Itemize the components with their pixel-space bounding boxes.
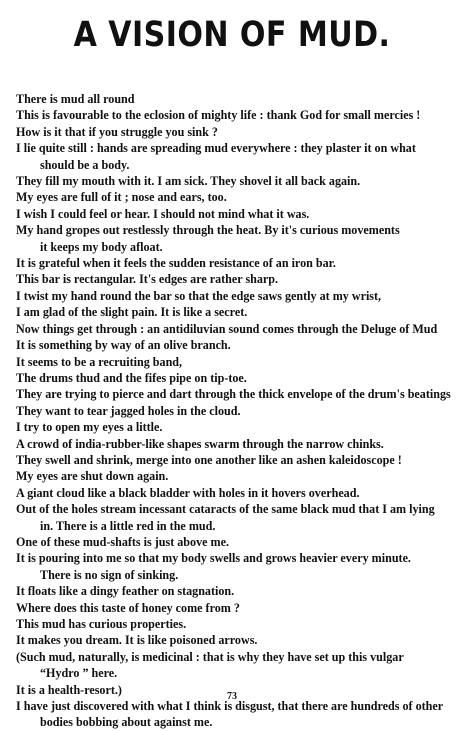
- text-line: This is favourable to the eclosion of mighty life : thank God for small mercies !: [16, 108, 421, 123]
- text-line: This mud has curious properties.: [16, 617, 187, 631]
- text-line: It is grateful when it feels the sudden resistance of an iron bar.: [16, 256, 336, 271]
- text-line: I twist my hand round the bar so that the edge saws gently at my wrist,: [16, 288, 382, 303]
- text-line: bodies bobbing about against me.: [40, 715, 213, 730]
- text-line: Now things get through : an antidiluvian sound comes through the Deluge of Mud: [16, 321, 438, 336]
- text-line: I lie quite still : hands are spreading mud everywhere : they plaster it on what: [16, 141, 416, 156]
- text-line: in. There is a little red in the mud.: [40, 518, 216, 533]
- text-line: “Hydro ” here.: [40, 666, 118, 681]
- text-line: I am glad of the slight pain. It is like a secret.: [16, 305, 248, 320]
- text-line: It seems to be a recruiting band,: [16, 354, 183, 369]
- text-line: One of these mud-shafts is just above me.: [16, 534, 229, 549]
- text-line: They want to tear jagged holes in the cloud.: [16, 403, 241, 418]
- text-line: It floats like a dingy feather on stagnation.: [16, 584, 235, 599]
- text-line: This bar is rectangular. It's edges are rather sharp.: [16, 272, 279, 287]
- text-line: My eyes are full of it ; nose and ears, too.: [16, 190, 227, 205]
- text-line: How is it that if you struggle you sink ?: [16, 124, 218, 139]
- text-line: They fill my mouth with it. I am sick. They shovel it all back again.: [16, 174, 361, 189]
- text-line: They are trying to pierce and dart through the thick envelope of the drum's beatings: [16, 387, 451, 402]
- page-title: A VISION OF MUD.: [73, 15, 391, 55]
- text-line: It makes you dream. It is like poisoned arrows.: [16, 633, 258, 648]
- text-line: My eyes are shut down again.: [16, 469, 169, 484]
- text-line: it keeps my body afloat.: [40, 239, 163, 254]
- text-line: Out of the holes stream incessant cataracts of the same black mud that I am lying: [16, 502, 435, 517]
- text-line: I have just discovered with what I think is disgust, that there are hundreds of other: [16, 699, 444, 714]
- text-line: There is mud all round: [16, 92, 135, 106]
- text-line: It is pouring into me so that my body swells and grows heavier every minute.: [16, 551, 411, 566]
- text-line: I wish I could feel or hear. I should not mind what it was.: [16, 206, 310, 221]
- text-line: Where does this taste of honey come from ?: [16, 600, 240, 615]
- text-line: They swell and shrink, merge into one another like an ashen kaleidoscope !: [16, 452, 402, 467]
- text-line: A crowd of india-rubber-like shapes swarm through the narrow chinks.: [16, 436, 384, 451]
- text-line: I try to open my eyes a little.: [16, 420, 163, 435]
- text-line: My hand gropes out restlessly through the heat. By it's curious movements: [16, 223, 400, 238]
- page-number: 73: [227, 691, 237, 702]
- text-line: (Such mud, naturally, is medicinal : that is why they have set up this vulgar: [16, 649, 404, 664]
- text-line: It is something by way of an olive branch.: [16, 338, 231, 353]
- text-line: should be a body.: [40, 157, 130, 172]
- text-line: A giant cloud like a black bladder with holes in it hovers overhead.: [16, 485, 360, 500]
- text-line: The drums thud and the fifes pipe on tip-toe.: [16, 370, 247, 385]
- poem-body: [16, 91, 458, 731]
- text-line: There is no sign of sinking.: [40, 567, 179, 582]
- text-line: It is a health-resort.): [16, 682, 122, 697]
